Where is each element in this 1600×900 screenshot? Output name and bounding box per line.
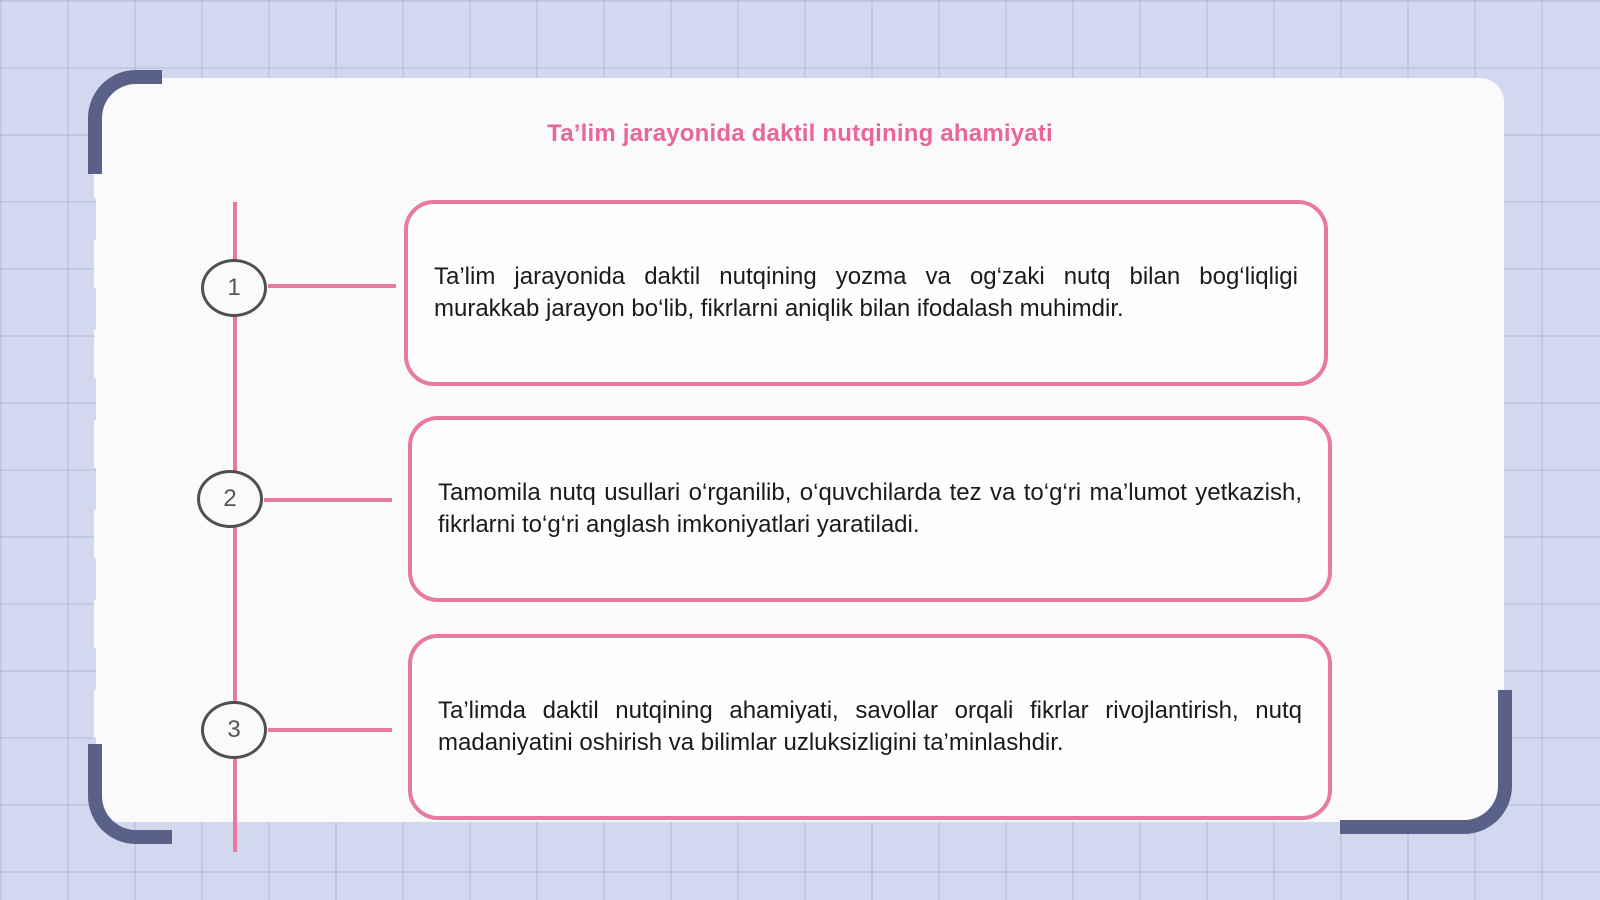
connector-line (268, 728, 392, 732)
slide-title: Ta’lim jarayonida daktil nutqining ahamiyati (547, 120, 1053, 147)
corner-bracket-bottom-left (88, 744, 172, 844)
connector-line (264, 498, 392, 502)
step-card-2 (408, 416, 1332, 602)
connector-line (268, 284, 396, 288)
step-number-3: 3 (201, 701, 267, 759)
corner-bracket-bottom-right (1340, 690, 1512, 834)
corner-bracket-top-left (88, 70, 162, 174)
step-card-1 (404, 200, 1328, 386)
step-text-3: Ta’limda daktil nutqining ahamiyati, savollar orqali fikrlar rivojlantirish, nutq madaniyatini oshirish va bilimlar uzluksizligini ta’minlashdir. (438, 697, 1302, 756)
step-text-2: Tamomila nutq usullari o‘rganilib, o‘quvchilarda tez va to‘g‘ri ma’lumot yetkazish, fikrlarni to‘g‘ri anglash imkoniyatlari yaratiladi. (438, 479, 1302, 538)
step-number-2: 2 (197, 470, 263, 528)
step-card-3 (408, 634, 1332, 820)
step-number-1: 1 (201, 259, 267, 317)
step-text-1: Ta’lim jarayonida daktil nutqining yozma va og‘zaki nutq bilan bog‘liqligi murakkab jarayon bo‘lib, fikrlarni aniqlik bilan ifodalash muhimdir. (434, 263, 1298, 322)
